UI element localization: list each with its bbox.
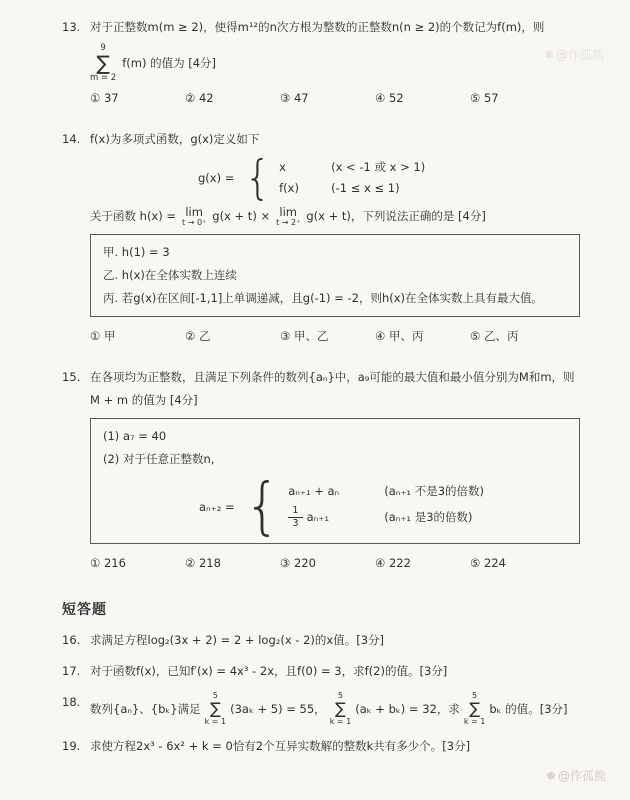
cases-rows	[288, 484, 484, 530]
q18-body2: (aₖ + bₖ) = 32，求	[355, 701, 460, 716]
fraction-numerator: 1	[288, 505, 302, 518]
lim-subscript: t → 2⁺	[276, 218, 301, 228]
question-15	[62, 366, 580, 585]
sum-lower-limit: m = 2	[90, 73, 117, 84]
h-function-definition	[90, 205, 580, 228]
summation	[205, 691, 227, 726]
recurrence-case-2-cond: (aₙ₊₁ 是3的倍数)	[384, 510, 473, 525]
question-13-text: 对于正整数m(m ≥ 2)，使得m¹²的n次方根为整数的正整数n(n ≥ 2)的个数记为f(m)，则	[90, 20, 545, 34]
question-15-text-line2: M + m 的值为 [4分]	[90, 393, 198, 408]
summation	[330, 691, 352, 726]
recurrence-case-2-expr	[288, 505, 384, 530]
fraction	[288, 505, 302, 530]
question-16-text: 求满足方程log₂(3x + 2) = 2 + log₂(x - 2)的x值。[3分]	[90, 633, 385, 648]
cases-group	[244, 150, 426, 205]
option-5: ⑤ 乙、丙	[470, 329, 519, 344]
summation	[90, 43, 116, 83]
watermark-icon: ❅	[545, 768, 556, 783]
recurrence-case-2-term: aₙ₊₁	[306, 510, 329, 525]
h-pre: 关于函数 h(x) =	[90, 209, 177, 224]
cases-rows	[279, 160, 425, 196]
sum-lower-limit: k = 1	[463, 716, 486, 726]
case-row	[279, 181, 425, 196]
question-17-number: 17.	[62, 664, 81, 679]
statement-yi: 乙. h(x)在全体实数上连续	[103, 268, 237, 283]
question-14	[62, 128, 580, 358]
case-2-cond: (-1 ≤ x ≤ 1)	[331, 181, 400, 196]
lim-symbol: lim	[279, 204, 298, 219]
h-tail: g(x + t)，下列说法正确的是 [4分]	[306, 209, 486, 224]
limit-expression	[182, 206, 206, 228]
cases-group	[244, 471, 485, 543]
case-row	[279, 160, 425, 175]
question-13-options	[90, 87, 580, 110]
statements-box	[90, 234, 580, 317]
summation	[464, 691, 486, 726]
option-1: ① 216	[90, 556, 126, 571]
option-4: ④ 222	[375, 556, 411, 571]
conditions-box	[90, 418, 580, 544]
sigma-icon: ∑	[469, 698, 480, 718]
question-13-number: 13.	[62, 20, 81, 34]
statement-bing: 丙. 若g(x)在区间[-1,1]上单调递减，且g(-1) = -2，则h(x)在全体实数上具有最大值。	[103, 291, 544, 306]
option-1: ① 甲	[90, 329, 116, 344]
statement-jia: 甲. h(1) = 3	[103, 245, 170, 260]
question-18-text	[90, 691, 580, 726]
watermark-text: @作孤熊	[557, 769, 606, 783]
question-14-number: 14.	[62, 132, 81, 147]
lim-symbol: lim	[185, 204, 203, 219]
option-3: ③ 220	[280, 556, 316, 571]
sum-upper-limit: 5	[337, 691, 343, 701]
recurrence-definition	[199, 471, 567, 543]
question-17	[62, 660, 580, 683]
sigma-icon: ∑	[96, 51, 110, 76]
option-2: ② 218	[185, 556, 221, 571]
case-row	[288, 484, 484, 499]
section-title: 短答题	[62, 602, 107, 619]
question-13	[62, 16, 580, 120]
sum-lower-limit: k = 1	[204, 716, 227, 726]
option-5: ⑤ 224	[470, 556, 506, 571]
cases-brace-icon: {	[244, 471, 281, 543]
watermark-bottom	[546, 767, 606, 784]
question-14-options	[90, 325, 580, 348]
option-1: ① 37	[90, 91, 119, 106]
case-1-expr: x	[279, 160, 286, 175]
question-16-number: 16.	[62, 633, 81, 648]
question-13-formula	[90, 43, 580, 83]
sum-lower-limit: k = 1	[329, 716, 352, 726]
option-3: ③ 甲、乙	[280, 329, 329, 344]
q18-pre: 数列{aₙ}、{bₖ}满足	[90, 701, 201, 716]
case-2-expr: f(x)	[279, 181, 299, 196]
sum-upper-limit: 5	[472, 691, 478, 701]
case-row	[288, 505, 484, 530]
question-15-number: 15.	[62, 370, 81, 385]
sigma-icon: ∑	[209, 698, 221, 718]
q18-body1: (3aₖ + 5) = 55，	[230, 701, 326, 716]
recurrence-case-1-cond: (aₙ₊₁ 不是3的倍数)	[384, 484, 485, 499]
sum-upper-limit: 5	[212, 691, 218, 701]
lim-subscript: t → 0⁺	[182, 218, 207, 228]
recurrence-case-1-expr: aₙ₊₁ + aₙ	[288, 484, 340, 499]
cases-brace-icon: {	[244, 150, 272, 205]
question-14-intro: f(x)为多项式函数，g(x)定义如下	[90, 132, 260, 147]
sum-body: f(m) 的值为 [4分]	[122, 55, 217, 70]
recurrence-lhs: aₙ₊₂ =	[199, 499, 235, 514]
option-2: ② 乙	[185, 329, 211, 344]
g-function-definition	[198, 150, 580, 205]
question-19	[62, 735, 580, 758]
watermark-text: @作孤熊	[555, 48, 604, 62]
h-mid: g(x + t) ×	[212, 209, 271, 224]
option-4: ④ 52	[375, 91, 404, 106]
watermark-icon: ❅	[543, 47, 554, 62]
question-19-text: 求使方程2x³ - 6x² + k = 0恰有2个互异实数解的整数k共有多少个。[3分]	[90, 738, 471, 753]
option-3: ③ 47	[280, 91, 309, 106]
question-18-number: 18.	[62, 695, 81, 710]
question-15-options	[90, 552, 580, 575]
g-lhs: g(x) =	[198, 170, 235, 185]
option-2: ② 42	[185, 91, 214, 106]
q18-body3: bₖ 的值。[3分]	[489, 701, 568, 716]
option-4: ④ 甲、丙	[375, 329, 424, 344]
question-16	[62, 629, 580, 652]
question-19-number: 19.	[62, 738, 81, 753]
condition-2: (2) 对于任意正整数n,	[103, 452, 215, 467]
question-15-text-line1: 在各项均为正整数，且满足下列条件的数列{aₙ}中，a₉可能的最大值和最小值分别为M和m，则	[90, 370, 575, 385]
option-5: ⑤ 57	[470, 91, 499, 106]
sigma-icon: ∑	[335, 698, 346, 718]
watermark-top	[544, 46, 604, 63]
question-17-text: 对于函数f(x)，已知f′(x) = 4x³ - 2x，且f(0) = 3，求f(2)的值。[3分]	[90, 664, 448, 679]
case-1-cond: (x < -1 或 x > 1)	[331, 160, 426, 175]
fraction-denominator: 3	[292, 518, 299, 530]
question-18	[62, 691, 580, 726]
sum-upper-limit: 9	[100, 43, 106, 53]
condition-1: (1) a₇ = 40	[103, 429, 167, 444]
limit-expression	[276, 206, 300, 228]
